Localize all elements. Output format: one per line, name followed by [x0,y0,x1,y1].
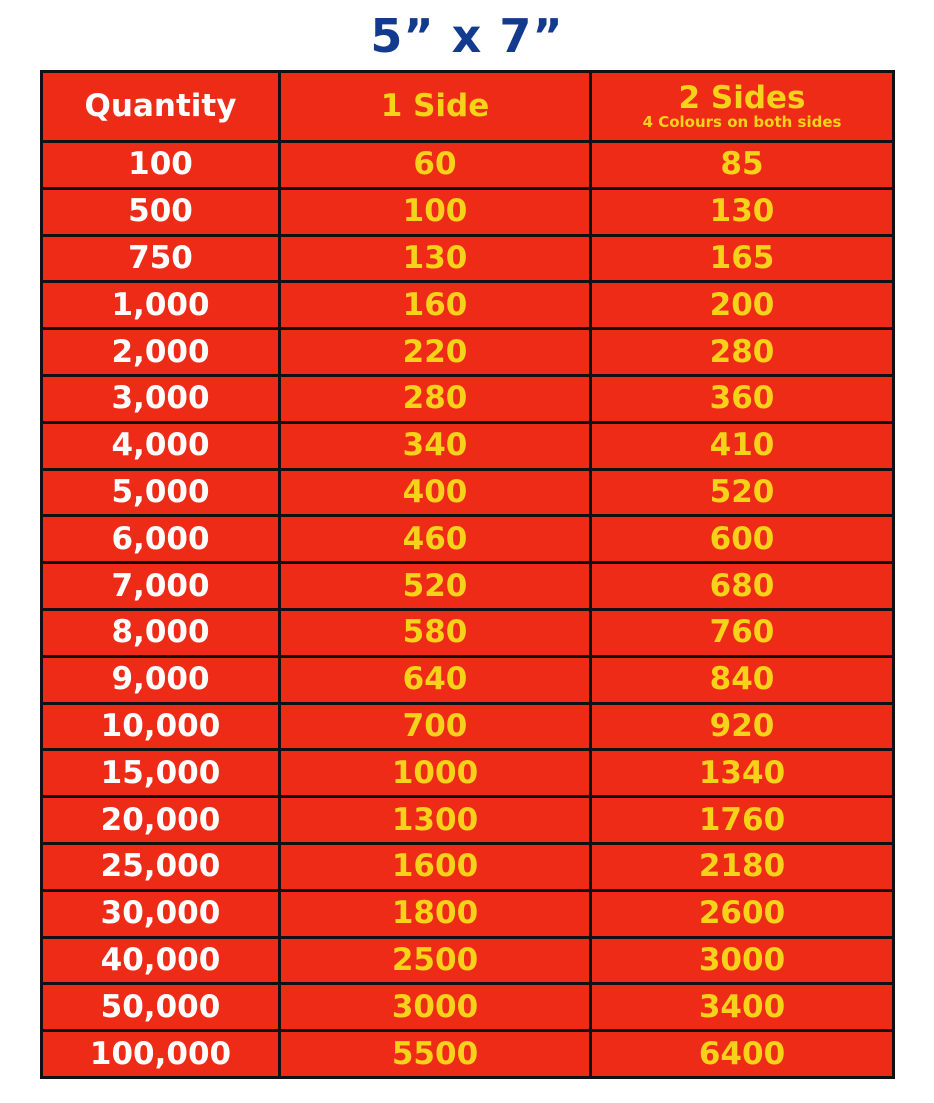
two-sides-price-cell: 6400 [591,1031,894,1078]
quantity-cell: 6,000 [42,516,280,563]
one-side-price-cell: 1600 [280,843,591,890]
one-side-price-cell: 100 [280,188,591,235]
two-sides-price-cell: 1760 [591,797,894,844]
one-side-price-cell: 640 [280,656,591,703]
quantity-cell: 4,000 [42,422,280,469]
one-side-price-cell: 340 [280,422,591,469]
quantity-cell: 100 [42,142,280,189]
one-side-price-cell: 580 [280,609,591,656]
one-side-price-cell: 160 [280,282,591,329]
two-sides-price-cell: 2600 [591,890,894,937]
quantity-cell: 8,000 [42,609,280,656]
table-row [42,656,894,703]
table-row [42,142,894,189]
quantity-cell: 50,000 [42,984,280,1031]
one-side-price-cell: 400 [280,469,591,516]
table-row [42,235,894,282]
table-row [42,422,894,469]
table-row [42,890,894,937]
page-title: 5” x 7” [370,9,564,63]
table-row [42,516,894,563]
two-sides-price-cell: 3000 [591,937,894,984]
two-sides-price-cell: 760 [591,609,894,656]
two-sides-price-cell: 520 [591,469,894,516]
two-sides-price-cell: 165 [591,235,894,282]
one-side-price-cell: 5500 [280,1031,591,1078]
table-row [42,282,894,329]
quantity-cell: 9,000 [42,656,280,703]
two-sides-price-cell: 680 [591,563,894,610]
quantity-cell: 3,000 [42,375,280,422]
one-side-price-cell: 60 [280,142,591,189]
table-row [42,469,894,516]
quantity-cell: 2,000 [42,329,280,376]
one-side-price-cell: 3000 [280,984,591,1031]
two-sides-price-cell: 920 [591,703,894,750]
column-header-two-sides-label: 2 Sides [678,79,806,116]
table-row [42,1031,894,1078]
one-side-price-cell: 220 [280,329,591,376]
quantity-cell: 40,000 [42,937,280,984]
quantity-cell: 15,000 [42,750,280,797]
table-row [42,984,894,1031]
two-sides-price-cell: 1340 [591,750,894,797]
price-table-container [40,70,892,1076]
table-row [42,375,894,422]
one-side-price-cell: 280 [280,375,591,422]
two-sides-price-cell: 840 [591,656,894,703]
quantity-cell: 7,000 [42,563,280,610]
one-side-price-cell: 2500 [280,937,591,984]
one-side-price-cell: 130 [280,235,591,282]
table-row [42,797,894,844]
quantity-cell: 500 [42,188,280,235]
one-side-price-cell: 700 [280,703,591,750]
two-sides-price-cell: 600 [591,516,894,563]
quantity-cell: 30,000 [42,890,280,937]
one-side-price-cell: 520 [280,563,591,610]
table-row [42,703,894,750]
table-row [42,937,894,984]
two-sides-price-cell: 200 [591,282,894,329]
two-sides-price-cell: 2180 [591,843,894,890]
column-header-quantity: Quantity [42,72,280,142]
table-body [42,142,894,1078]
two-sides-price-cell: 280 [591,329,894,376]
column-header-two-sides-note: 4 Colours on both sides [642,112,842,131]
table-header-row [42,72,894,142]
table-row [42,609,894,656]
column-header-two-sides [591,72,894,142]
table-row [42,563,894,610]
table-row [42,843,894,890]
table-row [42,188,894,235]
one-side-price-cell: 1800 [280,890,591,937]
quantity-cell: 5,000 [42,469,280,516]
two-sides-price-cell: 360 [591,375,894,422]
table-row [42,750,894,797]
one-side-price-cell: 1300 [280,797,591,844]
quantity-cell: 750 [42,235,280,282]
quantity-cell: 1,000 [42,282,280,329]
column-header-one-side: 1 Side [280,72,591,142]
two-sides-price-cell: 85 [591,142,894,189]
price-table [40,70,895,1079]
table-row [42,329,894,376]
one-side-price-cell: 460 [280,516,591,563]
one-side-price-cell: 1000 [280,750,591,797]
two-sides-price-cell: 410 [591,422,894,469]
quantity-cell: 20,000 [42,797,280,844]
quantity-cell: 10,000 [42,703,280,750]
quantity-cell: 25,000 [42,843,280,890]
quantity-cell: 100,000 [42,1031,280,1078]
two-sides-price-cell: 130 [591,188,894,235]
two-sides-price-cell: 3400 [591,984,894,1031]
